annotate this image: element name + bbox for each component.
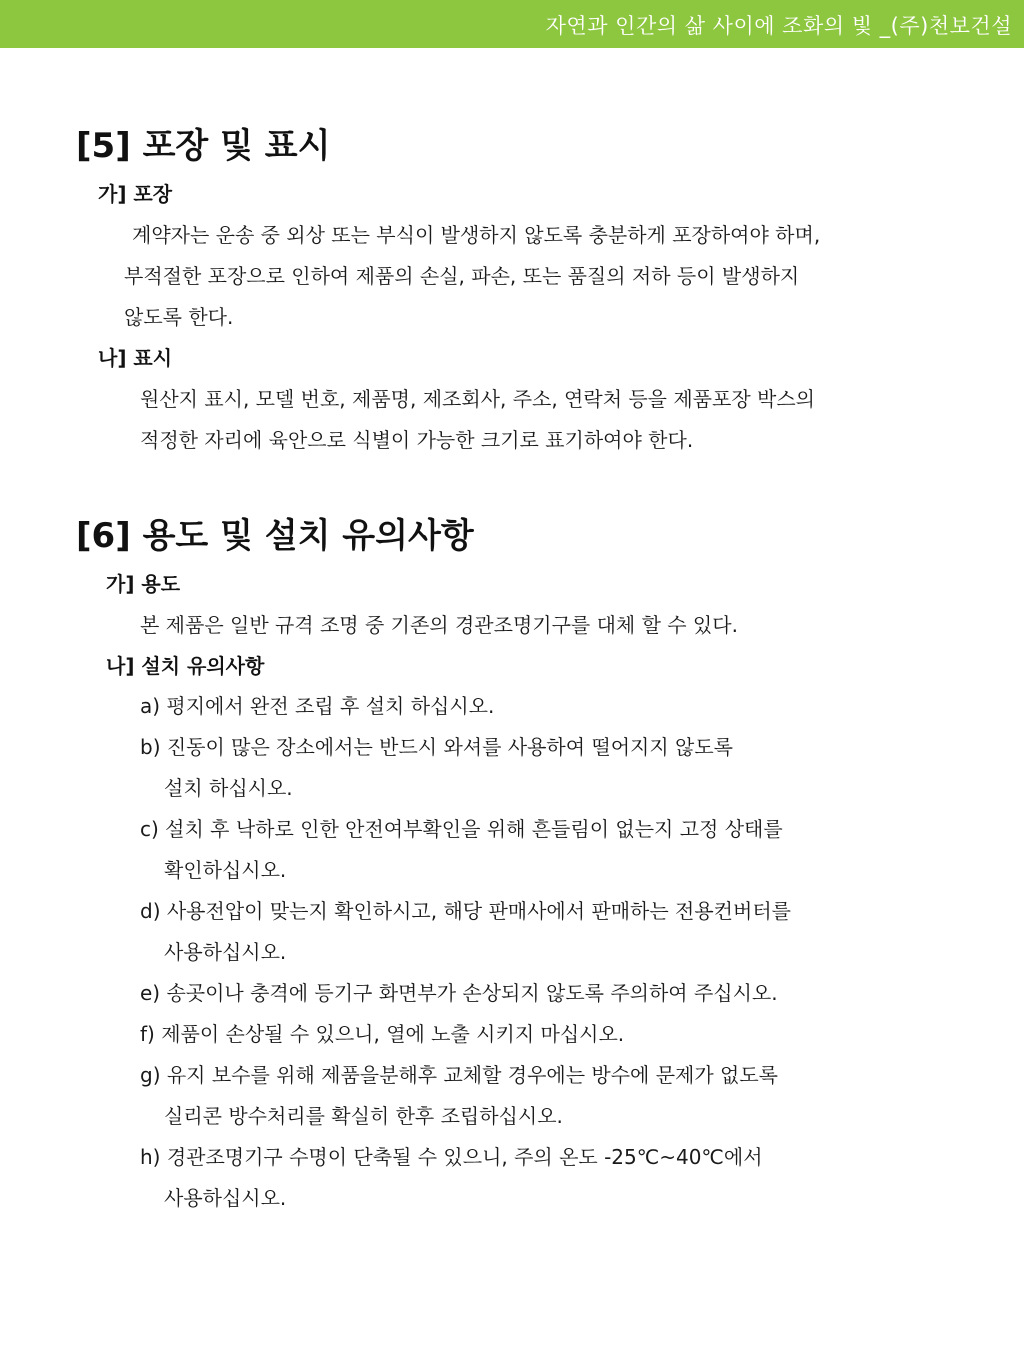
section-5-sub-a-heading: 가] 포장: [98, 182, 173, 206]
caution-item-d-continued: 사용하십시오.: [164, 940, 287, 964]
section-5-sub-a-line: 부적절한 포장으로 인하여 제품의 손실, 파손, 또는 품질의 저하 등이 발생하지: [124, 264, 800, 288]
caution-item-f: f) 제품이 손상될 수 있으니, 열에 노출 시키지 마십시오.: [140, 1022, 625, 1046]
caution-item-c: c) 설치 후 낙하로 인한 안전여부확인을 위해 흔들림이 없는지 고정 상태를: [140, 817, 783, 841]
section-5-sub-b-line: 적정한 자리에 육안으로 식별이 가능한 크기로 표기하여야 한다.: [140, 428, 694, 452]
caution-item-h: h) 경관조명기구 수명이 단축될 수 있으니, 주의 온도 -25℃~40℃에서: [140, 1145, 763, 1169]
section-5-sub-b-heading: 나] 표시: [98, 346, 173, 370]
caution-item-a: a) 평지에서 완전 조립 후 설치 하십시오.: [140, 694, 495, 718]
caution-item-d: d) 사용전압이 맞는지 확인하시고, 해당 판매사에서 판매하는 전용컨버터를: [140, 899, 791, 923]
section-5-sub-a-line: 계약자는 운송 중 외상 또는 부식이 발생하지 않도록 충분하게 포장하여야 하며,: [132, 223, 821, 247]
caution-item-g-continued: 실리콘 방수처리를 확실히 한후 조립하십시오.: [164, 1104, 563, 1128]
header-title: 자연과 인간의 삶 사이에 조화의 빛 _(주)천보건설: [545, 14, 1012, 38]
caution-item-g: g) 유지 보수를 위해 제품을분해후 교체할 경우에는 방수에 문제가 없도록: [140, 1063, 778, 1087]
caution-item-b: b) 진동이 많은 장소에서는 반드시 와셔를 사용하여 떨어지지 않도록: [140, 735, 733, 759]
section-6-title: [6] 용도 및 설치 유의사항: [76, 516, 474, 556]
caution-item-h-continued: 사용하십시오.: [164, 1186, 287, 1210]
caution-item-e: e) 송곳이나 충격에 등기구 화면부가 손상되지 않도록 주의하여 주십시오.: [140, 981, 778, 1005]
caution-item-c-continued: 확인하십시오.: [164, 858, 287, 882]
section-6-sub-a-line: 본 제품은 일반 규격 조명 중 기존의 경관조명기구를 대체 할 수 있다.: [140, 613, 738, 637]
caution-item-b-continued: 설치 하십시오.: [164, 776, 293, 800]
section-5-title: [5] 포장 및 표시: [76, 126, 331, 166]
section-5-sub-b-line: 원산지 표시, 모델 번호, 제품명, 제조회사, 주소, 연락처 등을 제품포장 박스의: [140, 387, 815, 411]
section-6-sub-a-heading: 가] 용도: [106, 572, 181, 596]
header-bar: [0, 0, 1024, 48]
section-6-sub-b-heading: 나] 설치 유의사항: [106, 654, 265, 678]
section-5-sub-a-line: 않도록 한다.: [124, 305, 234, 329]
